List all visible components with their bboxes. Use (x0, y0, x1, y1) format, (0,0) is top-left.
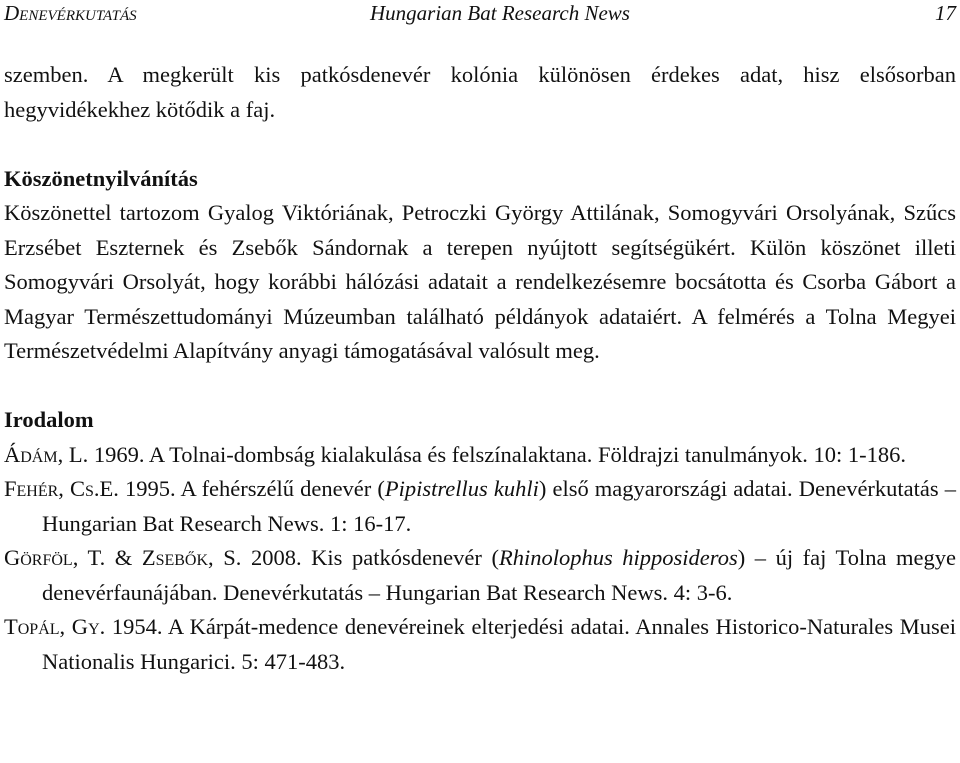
header-page-number: 17 (935, 1, 956, 25)
reference-item (4, 610, 956, 679)
reference-text: 1995. A fehérszélű denevér ( (118, 476, 385, 501)
reference-text: ) első magyarországi adatai. Denevérkutatás – Hungarian Bat Research News. 1: 16-17. (42, 476, 956, 536)
header-journal-hungarian: Denevérkutatás (4, 1, 137, 25)
reference-author: Görföl, T. & Zsebők, S. (4, 545, 242, 570)
reference-text: 1954. A Kárpát-medence denevéreinek elterjedési adatai. Annales Historico-Naturales Musei Nationalis Hungarici. 5: 471-483. (42, 614, 956, 674)
reference-author: Ádám, L. (4, 441, 89, 467)
acknowledgements-paragraph: Köszönettel tartozom Gyalog Viktóriának, Petroczki György Attilának, Somogyvári Orsolyának, Szűcs Erzsébet Eszternek és Zsebők Sándornak a terepen nyújtott segítségükért. Külön köszönet illeti Somogyvári Orsolyát, hogy korábbi hálózási adatait a rendelkezésemre bocsátotta és Csorba Gábort a Magyar Természettudományi Múzeumban található példányok adataiért. A felmérés a Tolna Megyei Természetvédelmi Alapítvány anyagi támogatásával valósult meg. (4, 200, 956, 363)
references-heading: Irodalom (4, 407, 94, 432)
species-name: Pipistrellus kuhli (384, 476, 539, 501)
reference-text: ) – új faj Tolna megye denevérfaunájában. Denevérkutatás – Hungarian Bat Research News. 4: 3-6. (42, 545, 957, 605)
reference-text: 2008. Kis patkósdenevér ( (241, 545, 499, 570)
acknowledgements-heading: Köszönetnyilvánítás (4, 165, 198, 191)
spacer (4, 369, 956, 404)
reference-author: Topál, Gy. (4, 614, 106, 639)
reference-item (4, 541, 956, 610)
species-name: Rhinolophus hipposideros (498, 545, 738, 570)
reference-item (4, 472, 956, 541)
reference-text: 1969. A Tolnai-dombság kialakulása és felszínalaktana. Földrajzi tanulmányok. 10: 1-186. (88, 441, 907, 467)
article-body (4, 58, 956, 679)
reference-author: Fehér, Cs.E. (4, 476, 119, 501)
running-header (4, 0, 956, 30)
reference-item (4, 438, 956, 473)
spacer (4, 127, 956, 162)
intro-paragraph: szemben. A megkerült kis patkósdenevér kolónia különösen érdekes adat, hisz elsősorban hegyvidékekhez kötődik a faj. (4, 62, 956, 122)
header-journal-english: Hungarian Bat Research News (370, 1, 630, 25)
